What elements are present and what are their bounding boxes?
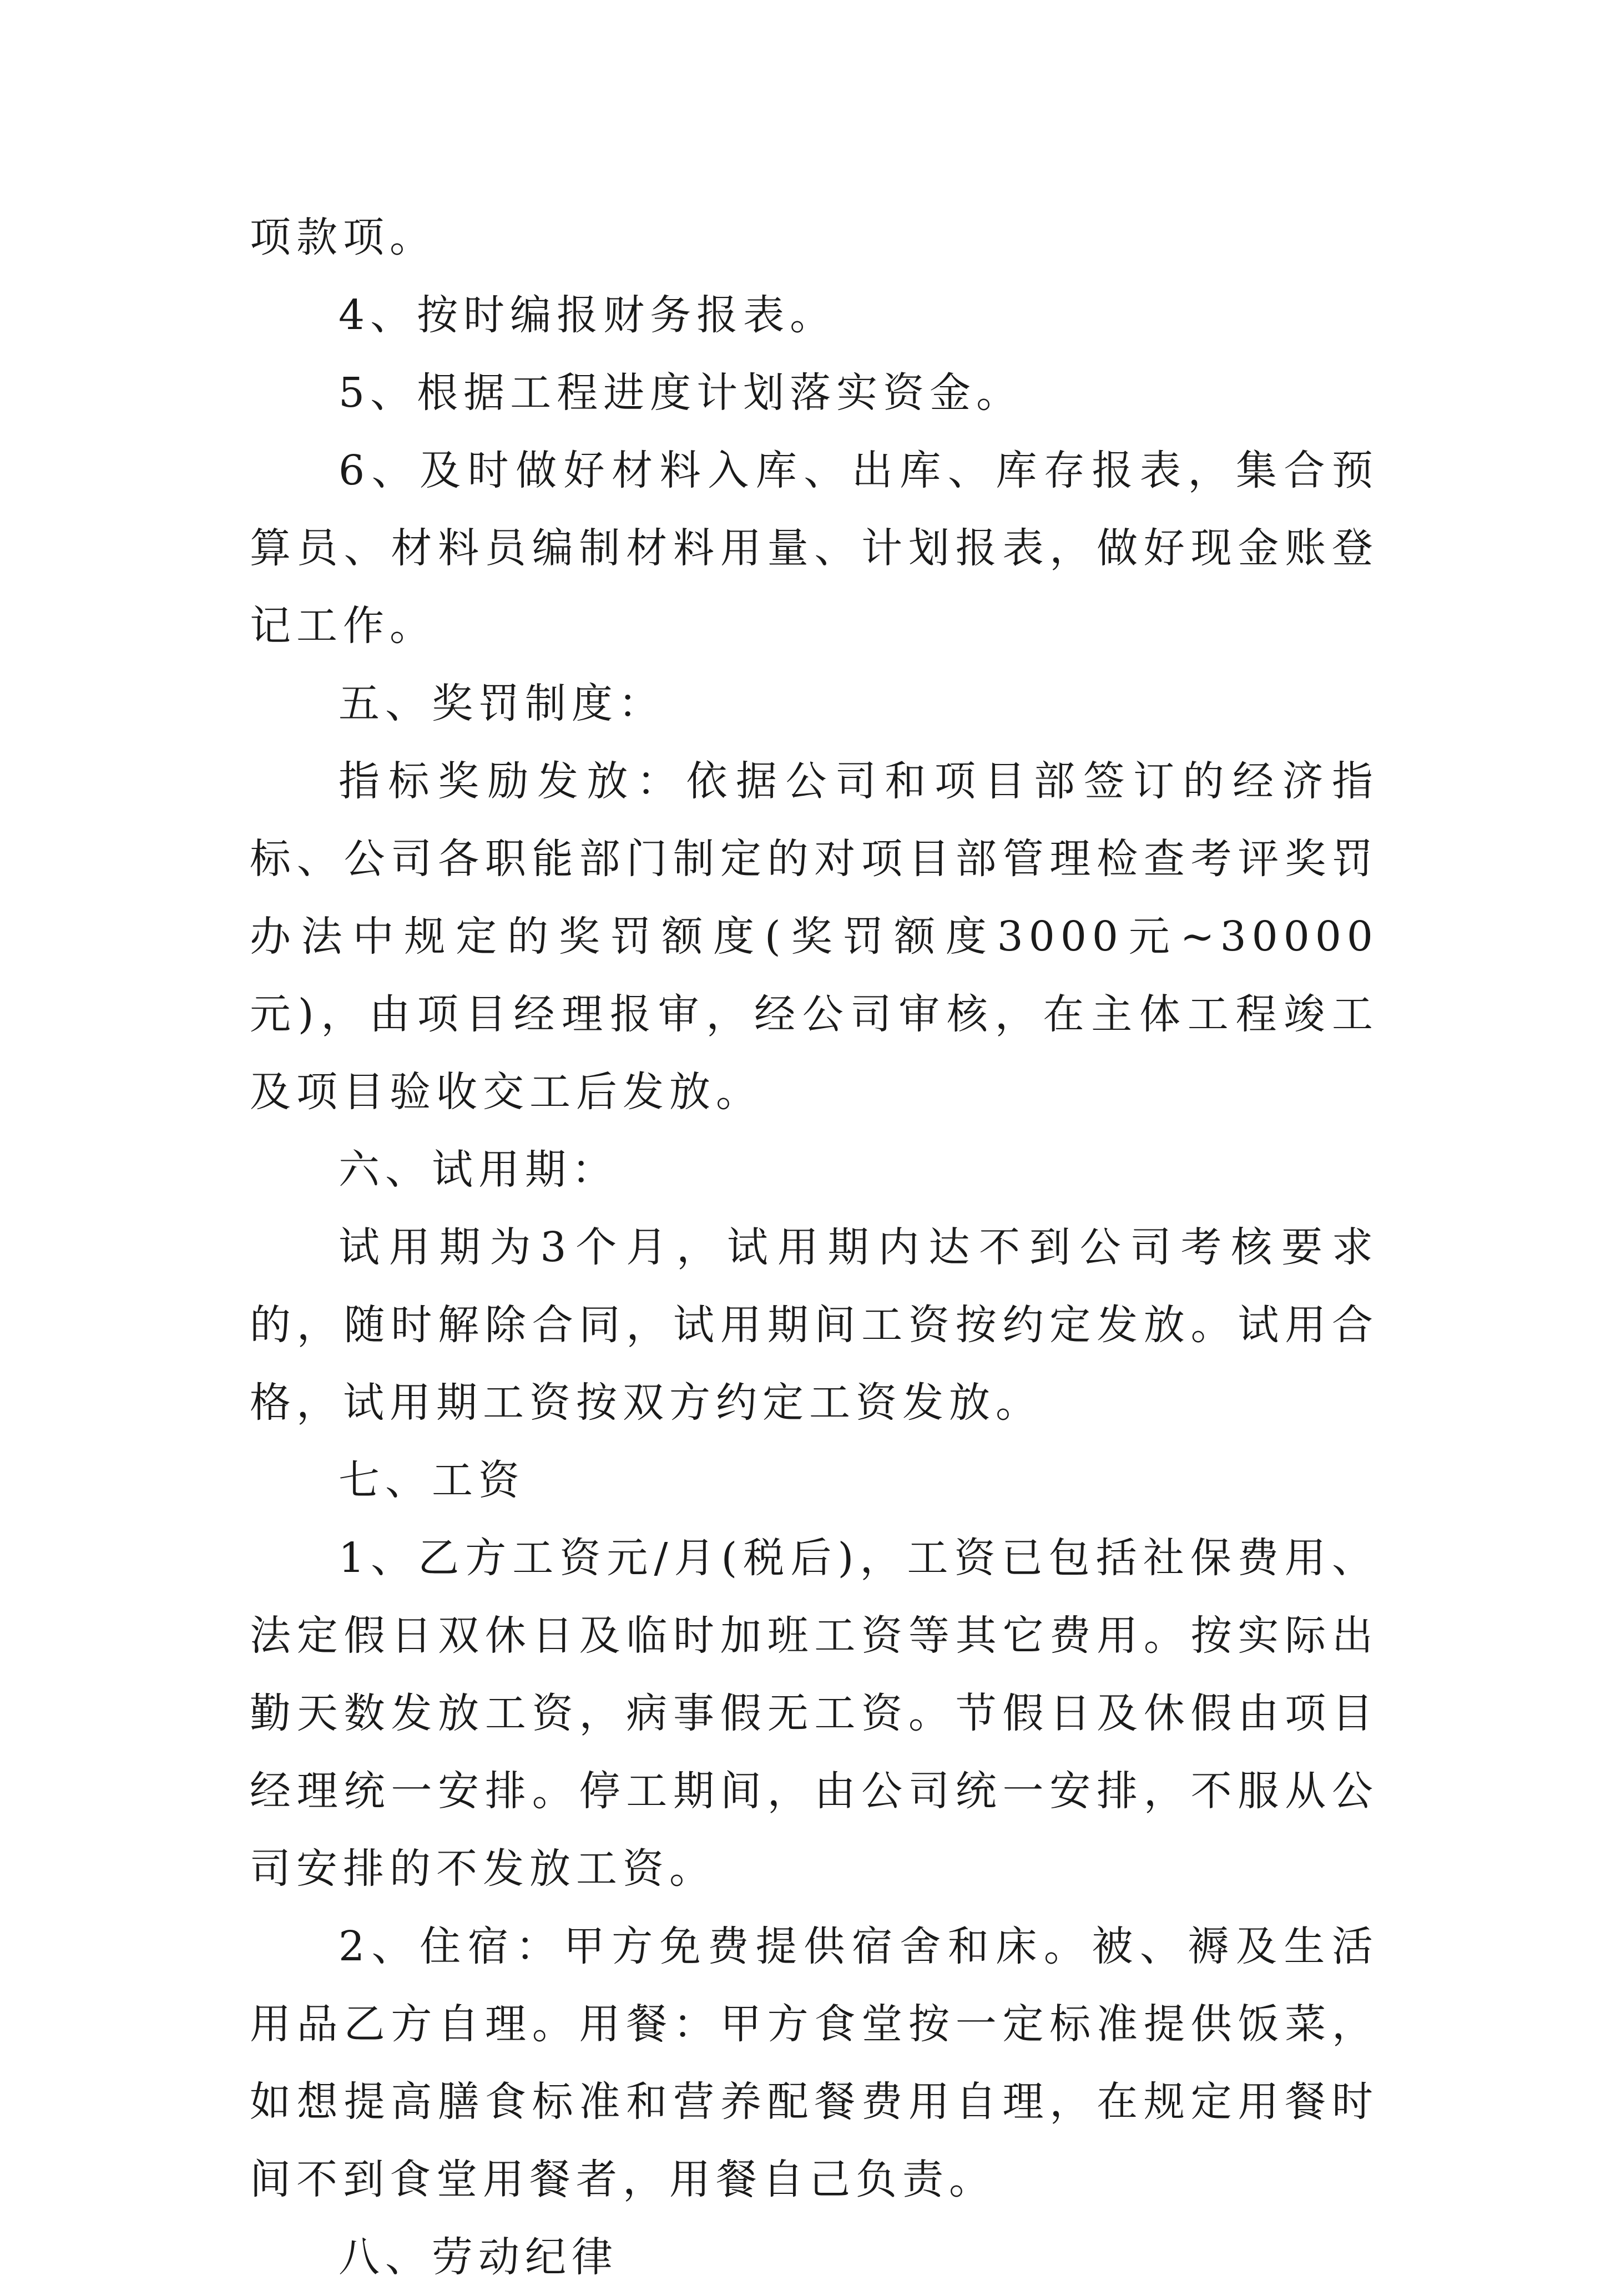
paragraph-item-6: 6、及时做好材料入库、出库、库存报表，集合预算员、材料员编制材料用量、计划报表，做好现金账登记工作。 bbox=[250, 447, 1378, 650]
paragraph-item-4: 4、按时编报财务报表。 bbox=[339, 291, 837, 339]
paragraph-rewards: 指标奖励发放：依据公司和项目部签订的经济指标、公司各职能部门制定的对项目部管理检查考评奖罚办法中规定的奖罚额度(奖罚额度3000元~30000元)，由项目经理报审，经公司审核，在主体工程竣工及项目验收交工后发放。 bbox=[250, 757, 1378, 1116]
document-body bbox=[250, 199, 1378, 2296]
paragraph-salary-2: 2、住宿：甲方免费提供宿舍和床。被、褥及生活用品乙方自理。用餐：甲方食堂按一定标准提供饭菜，如想提高膳食标准和营养配餐费用自理，在规定用餐时间不到食堂用餐者，用餐自己负责。 bbox=[250, 1923, 1378, 2203]
paragraph-continuation: 项款项。 bbox=[250, 214, 436, 261]
paragraph-item-5: 5、根据工程进度计划落实资金。 bbox=[339, 369, 1023, 417]
section-heading-rewards: 五、奖罚制度： bbox=[339, 680, 665, 727]
paragraph-probation: 试用期为3个月，试用期内达不到公司考核要求的，随时解除合同，试用期间工资按约定发放。试用合格，试用期工资按双方约定工资发放。 bbox=[250, 1223, 1378, 1427]
section-heading-salary: 七、工资 bbox=[339, 1457, 525, 1504]
section-heading-discipline: 八、劳动纪律 bbox=[339, 2233, 618, 2281]
section-heading-probation: 六、试用期： bbox=[339, 1146, 618, 1193]
paragraph-salary-1: 1、乙方工资元/月(税后)，工资已包括社保费用、法定假日双休日及临时加班工资等其它费用。按实际出勤天数发放工资，病事假无工资。节假日及休假由项目经理统一安排。停工期间，由公司统一安排，不服从公司安排的不发放工资。 bbox=[250, 1534, 1378, 1893]
